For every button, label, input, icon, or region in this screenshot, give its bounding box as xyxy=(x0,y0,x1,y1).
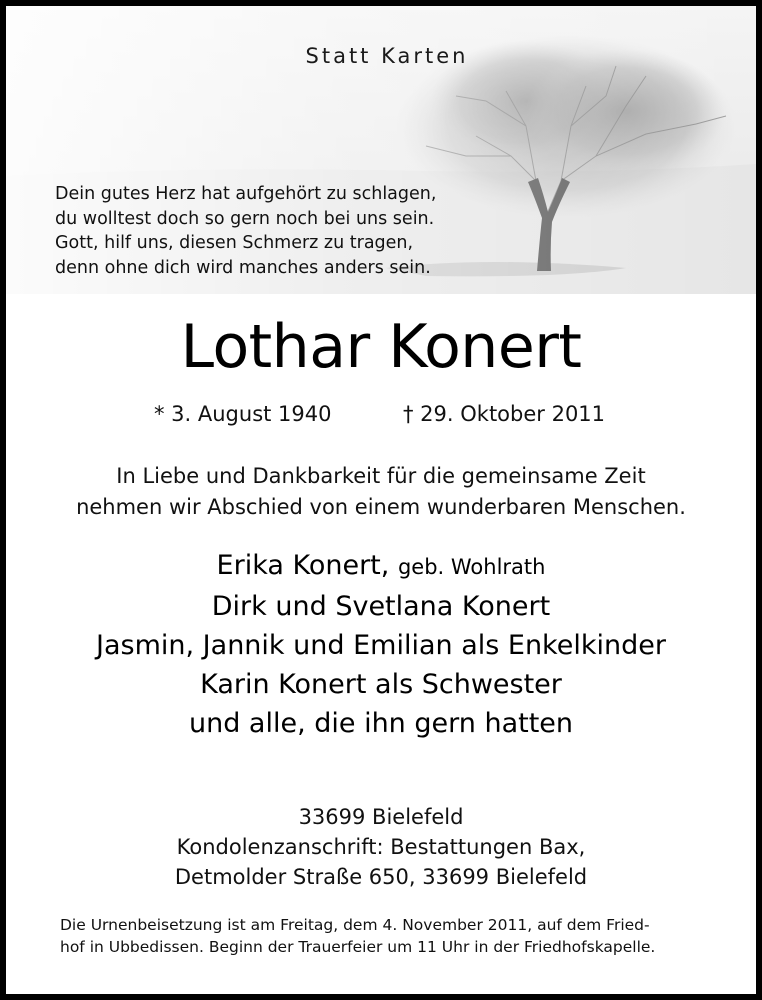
address-line: Detmolder Straße 650, 33699 Bielefeld xyxy=(174,865,588,889)
deceased-name: Lothar Konert xyxy=(180,312,582,382)
mourner-line xyxy=(6,546,756,587)
notice-line: Die Urnenbeisetzung ist am Freitag, dem 4. November 2011, auf dem Fried- xyxy=(60,916,650,934)
address-line: 33699 Bielefeld xyxy=(298,805,464,829)
dedication-line: In Liebe und Dankbarkeit für die gemeinsame Zeit xyxy=(116,464,646,488)
notice-line: hof in Ubbedissen. Beginn der Trauerfeier um 11 Uhr in der Friedhofskapelle. xyxy=(60,938,656,956)
mourner-line: und alle, die ihn gern hatten xyxy=(188,708,574,739)
mourners-list xyxy=(6,546,756,743)
death-date: † 29. Oktober 2011 xyxy=(403,402,606,426)
dedication-line: nehmen wir Abschied von einem wunderbaren Menschen. xyxy=(76,495,686,519)
condolence-address xyxy=(6,802,756,892)
maiden-name-note: geb. Wohlrath xyxy=(397,555,546,579)
mourner-line: Dirk und Svetlana Konert xyxy=(211,591,551,622)
poem-line: Gott, hilf uns, diesen Schmerz zu tragen, xyxy=(55,233,414,253)
dedication-text xyxy=(6,461,756,523)
poem-line: Dein gutes Herz hat aufgehört zu schlagen, xyxy=(55,184,437,204)
memorial-poem xyxy=(55,182,475,280)
birth-date: * 3. August 1940 xyxy=(154,402,332,426)
poem-line: du wolltest doch so gern noch bei uns sein. xyxy=(55,208,435,229)
mourner-name: Erika Konert, xyxy=(216,550,390,581)
address-line: Kondolenzanschrift: Bestattungen Bax, xyxy=(176,835,586,859)
mourner-line: Jasmin, Jannik und Emilian als Enkelkinder xyxy=(96,630,666,661)
statt-karten-label: Statt Karten xyxy=(305,44,469,68)
poem-line: denn ohne dich wird manches anders sein. xyxy=(55,257,431,278)
mourner-line: Karin Konert als Schwester xyxy=(200,669,562,700)
funeral-notice xyxy=(60,914,720,958)
